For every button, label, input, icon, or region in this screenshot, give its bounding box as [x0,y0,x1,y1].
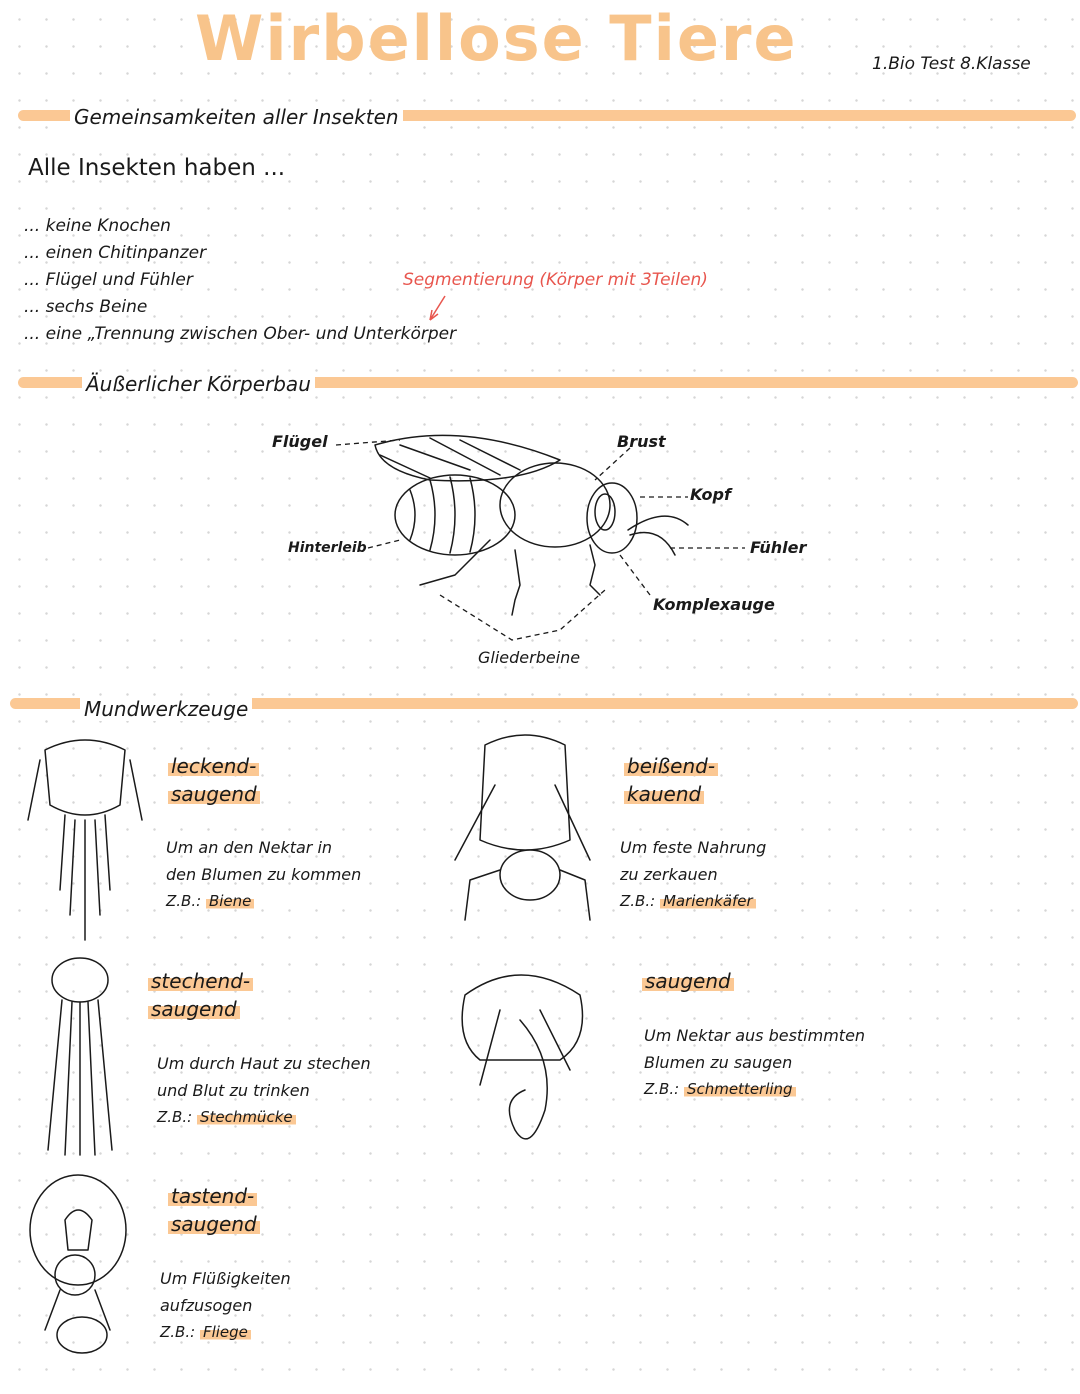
label-legs: Gliederbeine [478,648,581,667]
butterfly-mouthpart-icon [462,975,582,1139]
mouthpart-type: tastend- saugend [168,1182,260,1238]
label-antenna: Fühler [750,538,807,557]
mouthpart-type: leckend- saugend [168,752,260,808]
list-item: ... eine „Trennung zwischen Ober- und Unterkörper [24,324,457,344]
list-item: ... einen Chitinpanzer [24,243,207,263]
mouthpart-description: Um an den Nektar in den Blumen zu kommen Z.B.: Biene [166,838,362,910]
mouthpart-description: Um feste Nahrung zu zerkauen Z.B.: Marienkäfer [620,838,767,910]
bee-mouthpart-icon [28,740,142,940]
beetle-mouthpart-icon [455,735,590,920]
annotation-arrow-icon [0,0,1080,400]
section-heading-common: Gemeinsamkeiten aller Insekten [70,105,403,129]
fly-mouthpart-icon [30,1175,126,1353]
intro-text: Alle Insekten haben ... [28,155,286,181]
mosquito-mouthpart-icon [48,958,112,1155]
list-item: ... sechs Beine [24,297,148,317]
label-abdomen: Hinterleib [288,540,367,556]
mouthpart-type: beißend- kauend [624,752,718,808]
page-subtitle: 1.Bio Test 8.Klasse [872,54,1031,74]
label-head: Kopf [690,485,731,504]
page-title: Wirbellose Tiere [195,2,798,75]
label-chest: Brust [617,432,666,451]
mouthpart-description: Um Nektar aus bestimmten Blumen zu saugen Z.B.: Schmetterling [644,1026,866,1098]
mouthpart-type: stechend- saugend [148,967,253,1023]
label-wing: Flügel [272,432,328,451]
list-item: ... Flügel und Fühler [24,270,193,290]
mouthpart-type: saugend [642,967,734,995]
mouthpart-description: Um durch Haut zu stechen und Blut zu trinken Z.B.: Stechmücke [157,1054,371,1126]
list-item: ... keine Knochen [24,216,171,236]
mouthpart-description: Um Flüßigkeiten aufzusogen Z.B.: Fliege [160,1269,291,1341]
segmentation-annotation: Segmentierung (Körper mit 3Teilen) [403,270,708,290]
label-eye: Komplexauge [653,595,775,614]
section-heading-mouthparts: Mundwerkzeuge [80,697,252,721]
section-heading-body: Äußerlicher Körperbau [82,372,315,396]
